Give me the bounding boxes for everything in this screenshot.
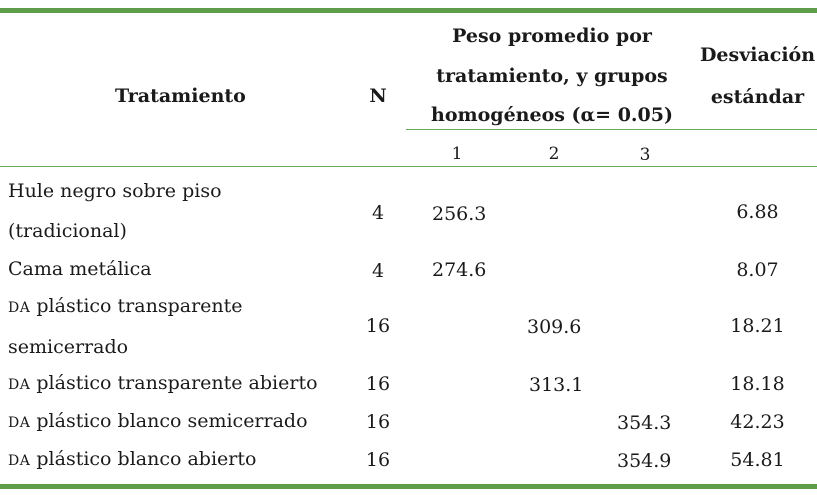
row5-n: 16 bbox=[365, 411, 391, 433]
row6-prefix: DA bbox=[8, 453, 31, 469]
row1-tratamiento-line2: (tradicional) bbox=[8, 220, 127, 242]
row3-tratamiento-line2: semicerrado bbox=[8, 336, 129, 358]
row1-g1: 256.3 bbox=[432, 203, 487, 225]
row3-tratamiento-line1 bbox=[8, 297, 243, 316]
row4-n: 16 bbox=[365, 373, 391, 395]
header-peso-line2: tratamiento, y grupos bbox=[436, 65, 668, 87]
row6-desv: 54.81 bbox=[730, 449, 785, 471]
header-group-3: 3 bbox=[639, 145, 651, 165]
row2-g1: 274.6 bbox=[432, 259, 487, 281]
row4-tratamiento-text: plástico transparente abierto bbox=[36, 372, 318, 394]
row4-tratamiento bbox=[8, 374, 318, 393]
row6-tratamiento bbox=[8, 450, 256, 469]
header-peso-line3: homogéneos (α= 0.05) bbox=[431, 104, 673, 126]
header-desv-line2: estándar bbox=[710, 86, 805, 108]
row2-n: 4 bbox=[371, 260, 385, 282]
header-group-1: 1 bbox=[451, 144, 463, 164]
row1-tratamiento-line1: Hule negro sobre piso bbox=[8, 180, 222, 202]
row5-tratamiento bbox=[8, 412, 308, 431]
row5-tratamiento-text: plástico blanco semicerrado bbox=[36, 410, 308, 432]
row3-prefix: DA bbox=[8, 300, 31, 316]
row5-desv: 42.23 bbox=[730, 411, 785, 433]
row4-desv: 18.18 bbox=[730, 373, 785, 395]
row3-desv: 18.21 bbox=[730, 315, 785, 337]
row6-g3: 354.9 bbox=[617, 450, 672, 472]
header-desv-line1: Desviación bbox=[699, 44, 816, 66]
bottom-rule bbox=[0, 484, 817, 489]
row5-prefix: DA bbox=[8, 415, 31, 431]
row2-desv: 8.07 bbox=[736, 259, 779, 281]
row1-desv: 6.88 bbox=[736, 201, 779, 223]
row6-n: 16 bbox=[365, 449, 391, 471]
row6-tratamiento-text: plástico blanco abierto bbox=[36, 448, 257, 470]
row3-n: 16 bbox=[365, 315, 391, 337]
row3-tratamiento-text: plástico transparente bbox=[36, 295, 243, 317]
row1-n: 4 bbox=[371, 202, 385, 224]
row5-g3: 354.3 bbox=[617, 412, 672, 434]
header-group-2: 2 bbox=[548, 144, 560, 164]
header-bottom-rule bbox=[0, 166, 817, 167]
row4-g2: 313.1 bbox=[529, 374, 584, 396]
row4-prefix: DA bbox=[8, 377, 31, 393]
top-rule bbox=[0, 8, 817, 13]
header-peso-line1: Peso promedio por bbox=[452, 25, 652, 47]
header-tratamiento: Tratamiento bbox=[115, 85, 246, 107]
row3-g2: 309.6 bbox=[527, 316, 582, 338]
row2-tratamiento-line1: Cama metálica bbox=[8, 258, 152, 280]
header-n: N bbox=[369, 85, 387, 107]
header-group-rule bbox=[406, 129, 817, 130]
